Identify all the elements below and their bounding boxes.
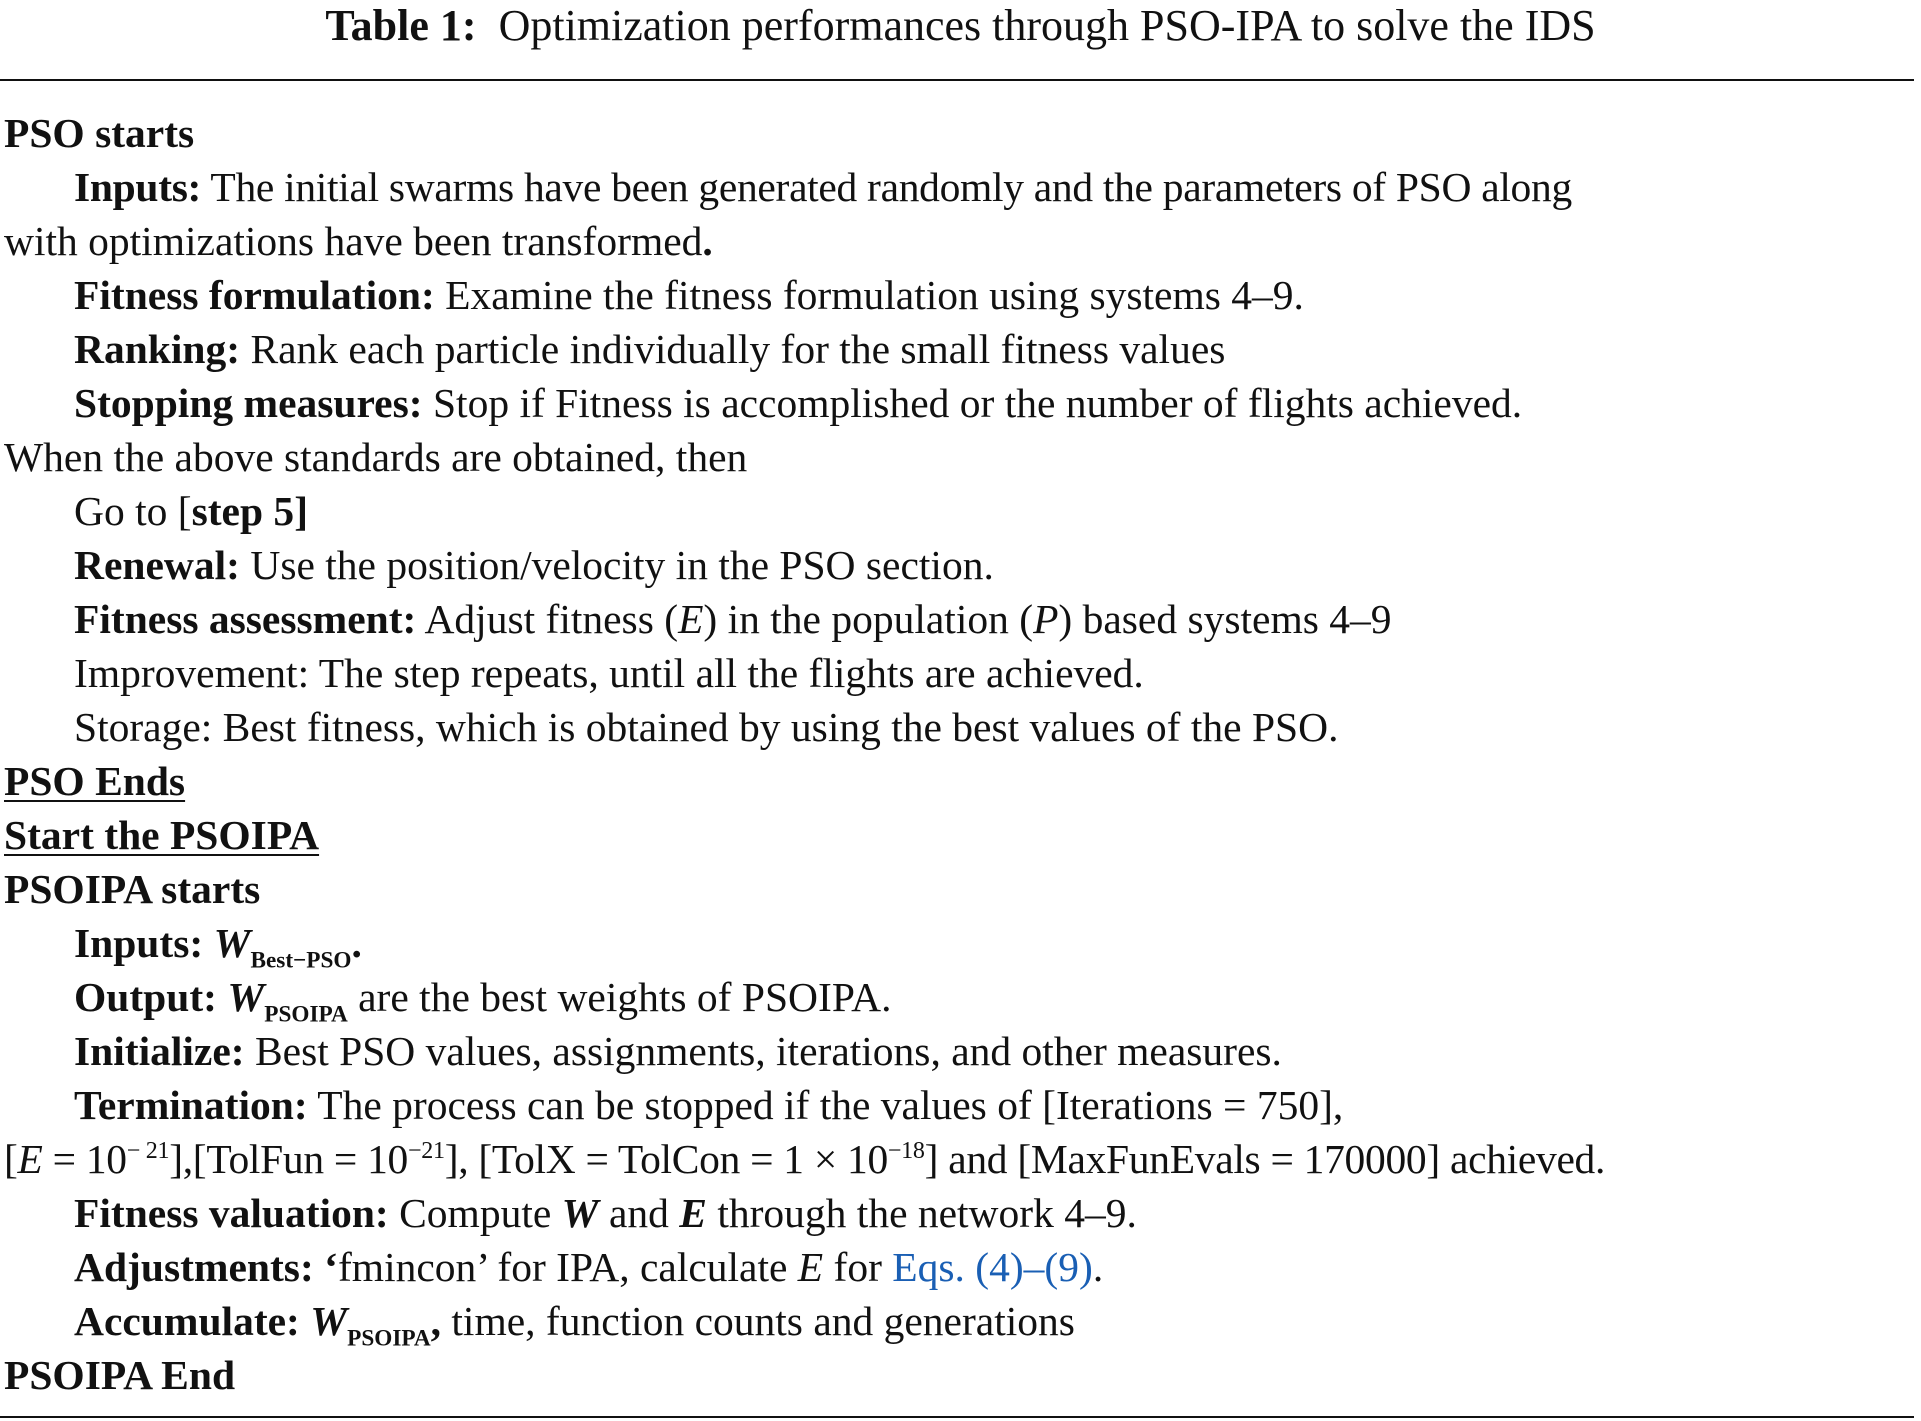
line-inputs: [4, 160, 1909, 214]
accumulate-comma: ,: [430, 1298, 442, 1344]
stopping-label: Stopping measures:: [74, 380, 423, 426]
line-inputs-cont: [4, 214, 1909, 268]
term-cont-sup1: − 21: [126, 1138, 170, 1165]
term-cont-E: E: [17, 1136, 43, 1182]
line-when: [4, 430, 1909, 484]
line-ranking: [4, 322, 1909, 376]
line-renewal: [4, 538, 1909, 592]
ranking-text: Rank each particle individually for the small fitness values: [250, 326, 1226, 372]
line-fitness-formulation: [4, 268, 1909, 322]
line-adjustments: [4, 1240, 1909, 1294]
fitness-valuation-E: E: [679, 1190, 707, 1236]
fitness-assessment-t3: ) based systems 4–9: [1058, 596, 1392, 642]
term-cont-sup3: −18: [887, 1138, 925, 1165]
line-improvement: [4, 646, 1909, 700]
adjustments-t2: for: [823, 1244, 893, 1290]
fitness-assessment-E: E: [678, 596, 704, 642]
line-inputs2: [4, 916, 1909, 974]
inputs2-subscript: Best−PSO: [250, 947, 352, 974]
accumulate-text: time, function counts and generations: [441, 1298, 1075, 1344]
fitness-valuation-t2: and: [598, 1190, 680, 1236]
adjustments-t3: .: [1092, 1244, 1104, 1290]
renewal-text: Use the position/velocity in the PSO section.: [250, 542, 994, 588]
stopping-text: Stop if Fitness is accomplished or the number of flights achieved.: [432, 380, 1523, 426]
bottom-rule: [0, 1416, 1914, 1418]
top-rule: [0, 79, 1914, 81]
line-goto: [4, 484, 1909, 538]
termination-text: The process can be stopped if the values of [Iterations = 750],: [317, 1082, 1344, 1128]
caption-label: Table 1:: [325, 1, 477, 50]
psoipa-end-heading: PSOIPA End: [4, 1352, 236, 1398]
line-psoipa-starts: [4, 862, 1909, 916]
caption-text: Optimization performances through PSO-IPA to solve the IDS: [498, 1, 1596, 50]
line-psoipa-end: [4, 1348, 1909, 1402]
ranking-label: Ranking:: [74, 326, 241, 372]
adjustments-label: Adjustments:: [74, 1244, 314, 1290]
accumulate-label: Accumulate:: [74, 1298, 300, 1344]
line-pso-ends: [4, 754, 1909, 808]
line-output: [4, 970, 1909, 1028]
inputs-label: Inputs:: [74, 164, 202, 210]
initialize-text: Best PSO values, assignments, iterations, and other measures.: [254, 1028, 1282, 1074]
output-label: Output:: [74, 974, 217, 1020]
when-text: When the above standards are obtained, then: [4, 434, 748, 480]
line-accumulate: [4, 1294, 1909, 1352]
termination-label: Termination:: [74, 1082, 308, 1128]
line-initialize: [4, 1024, 1909, 1078]
term-cont-t4: ], [TolX = TolCon = 1 × 10: [444, 1136, 888, 1182]
pso-starts-heading: PSO starts: [4, 110, 195, 156]
term-cont-sup2: −21: [408, 1138, 445, 1165]
goto-step-link: step 5: [191, 488, 295, 534]
line-fitness-assessment: [4, 592, 1909, 646]
goto-post: ]: [294, 488, 309, 534]
inputs-text: The initial swarms have been generated randomly and the parameters of PSO along: [210, 164, 1572, 210]
fitness-valuation-label: Fitness valuation:: [74, 1190, 389, 1236]
inputs2-label: Inputs:: [74, 920, 204, 966]
fitness-valuation-W: W: [561, 1190, 599, 1236]
adjustments-t1: fmincon’ for IPA, calculate: [337, 1244, 798, 1290]
output-subscript: PSOIPA: [264, 1001, 348, 1028]
equations-link[interactable]: Eqs. (4)–(9): [892, 1244, 1093, 1290]
table-caption: [0, 2, 1921, 50]
line-termination: [4, 1078, 1909, 1132]
algorithm-body: [4, 106, 1909, 1402]
inputs2-W: W: [213, 920, 251, 966]
adjustments-quote: ‘: [324, 1244, 338, 1290]
output-text: are the best weights of PSOIPA.: [358, 974, 892, 1020]
fitness-assessment-t1: Adjust fitness (: [424, 596, 679, 642]
line-termination-cont: [4, 1132, 1909, 1186]
fitness-assessment-t2: ) in the population (: [703, 596, 1034, 642]
line-pso-starts: [4, 106, 1909, 160]
storage-text: Storage: Best fitness, which is obtained by using the best values of the PSO.: [74, 704, 1339, 750]
fitness-formulation-text: Examine the fitness formulation using systems 4–9.: [445, 272, 1304, 318]
term-cont-t1: [: [4, 1136, 18, 1182]
start-psoipa-heading: Start the PSOIPA: [4, 812, 320, 858]
inputs2-dot: .: [351, 920, 362, 966]
term-cont-t2: = 10: [42, 1136, 127, 1182]
fitness-formulation-label: Fitness formulation:: [74, 272, 435, 318]
accumulate-subscript: PSOIPA: [347, 1325, 431, 1352]
fitness-valuation-t3: through the network 4–9.: [706, 1190, 1137, 1236]
inputs-cont-text: with optimizations have been transformed: [4, 218, 703, 264]
renewal-label: Renewal:: [74, 542, 240, 588]
goto-pre: Go to [: [74, 488, 192, 534]
term-cont-t3: ],[TolFun = 10: [169, 1136, 408, 1182]
inputs-cont-dot: .: [702, 218, 713, 264]
fitness-assessment-P: P: [1033, 596, 1059, 642]
accumulate-W: W: [310, 1298, 348, 1344]
line-storage: [4, 700, 1909, 754]
line-stopping: [4, 376, 1909, 430]
initialize-label: Initialize:: [74, 1028, 245, 1074]
line-start-psoipa: [4, 808, 1909, 862]
psoipa-starts-heading: PSOIPA starts: [4, 866, 261, 912]
output-W: W: [227, 974, 265, 1020]
line-fitness-valuation: [4, 1186, 1909, 1240]
pso-ends-heading: PSO Ends: [4, 758, 186, 804]
term-cont-t5: ] and [MaxFunEvals = 170000] achieved.: [924, 1136, 1606, 1182]
fitness-assessment-label: Fitness assessment:: [74, 596, 417, 642]
improvement-text: Improvement: The step repeats, until all the flights are achieved.: [74, 650, 1144, 696]
adjustments-E: E: [797, 1244, 824, 1290]
fitness-valuation-t1: Compute: [399, 1190, 562, 1236]
